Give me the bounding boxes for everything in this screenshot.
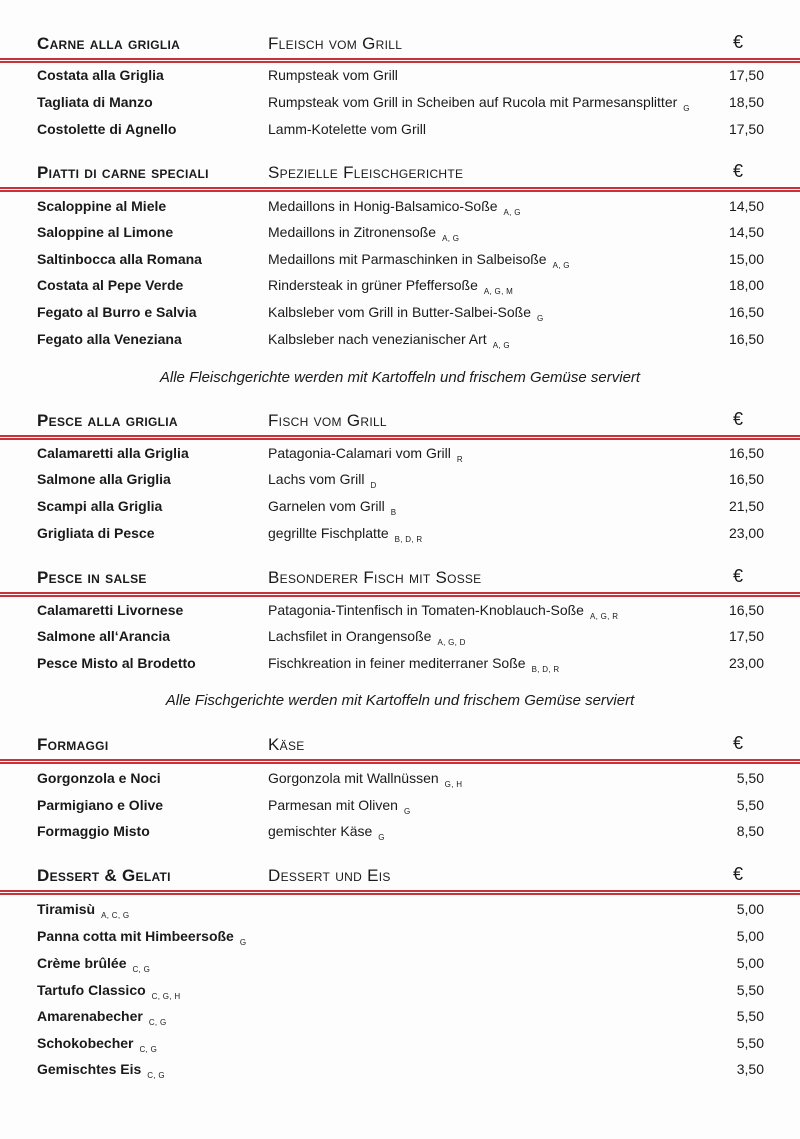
allergen-codes: C, G	[147, 1071, 165, 1080]
section-header-pesce	[0, 405, 800, 445]
item-name-it: Calamaretti Livornese	[37, 602, 184, 618]
item-price: 17,50	[728, 67, 764, 83]
menu-item	[0, 770, 800, 794]
item-name-it: Parmigiano e Olive	[37, 797, 164, 813]
item-price: 5,50	[736, 982, 764, 998]
item-name-de: Rindersteak in grüner Pfeffersoße $_{A, G, M}$	[268, 277, 514, 296]
allergen-codes: B, D, R	[394, 535, 423, 544]
allergen-codes: G	[683, 104, 690, 113]
item-price: 16,50	[728, 445, 764, 461]
item-name-de: Lachs vom Grill $_D$	[268, 471, 377, 490]
menu-item	[0, 602, 800, 626]
section-rule	[0, 759, 800, 764]
item-name-it: Crème brûlée $_{C, G}$	[37, 955, 151, 974]
allergen-codes: D	[370, 481, 377, 490]
item-name-de: Garnelen vom Grill $_B$	[268, 498, 397, 517]
section-title-it: Pesce in salse	[37, 568, 147, 587]
item-name-it: Fegato al Burro e Salvia	[37, 304, 197, 320]
allergen-codes: A, G	[552, 261, 570, 270]
item-price: 5,50	[736, 770, 764, 786]
item-name-it: Schokobecher $_{C, G}$	[37, 1035, 158, 1054]
item-name-de: Parmesan mit Oliven $_G$	[268, 797, 411, 816]
item-price: 17,50	[728, 628, 764, 644]
item-name-it: Saltinbocca alla Romana	[37, 251, 202, 267]
item-name-it: Calamaretti alla Griglia	[37, 445, 189, 461]
section-title-de: Spezielle Fleischgerichte	[268, 163, 464, 182]
menu-item	[0, 928, 800, 952]
menu-item	[0, 498, 800, 522]
item-price: 16,50	[728, 602, 764, 618]
item-price: 5,00	[736, 955, 764, 971]
menu-item	[0, 982, 800, 1006]
item-price: 5,00	[736, 901, 764, 917]
item-name-de: Lachsfilet in Orangensoße $_{A, G, D}$	[268, 628, 466, 647]
item-name-it: Tartufo Classico $_{C, G, H}$	[37, 982, 181, 1001]
allergen-codes: G	[239, 938, 247, 947]
item-price: 23,00	[728, 655, 764, 671]
section-rule	[0, 187, 800, 192]
item-price: 23,00	[728, 525, 764, 541]
item-name-de: Medaillons in Zitronensoße $_{A, G}$	[268, 224, 460, 243]
item-name-it: Gemischtes Eis $_{C, G}$	[37, 1061, 165, 1080]
item-name-it: Costata alla Griglia	[37, 67, 164, 83]
item-price: 14,50	[728, 198, 764, 214]
allergen-codes: B, D, R	[531, 665, 560, 674]
menu-item	[0, 304, 800, 328]
currency-symbol: €	[732, 566, 743, 586]
menu-item	[0, 655, 800, 679]
allergen-codes: R	[456, 455, 463, 464]
allergen-codes: A, G, R	[589, 612, 619, 621]
item-name-de: Rumpsteak vom Grill in Scheiben auf Rucola mit Parmesansplitter $_G$	[268, 94, 690, 113]
section-rule	[0, 58, 800, 63]
section-title-it: Pesce alla griglia	[37, 411, 178, 430]
currency-symbol: €	[732, 409, 743, 429]
item-name-it: Salmone all‘Arancia	[37, 628, 171, 644]
section-title-de: Besonderer Fisch mit Soße	[268, 568, 482, 587]
allergen-codes: G	[403, 807, 411, 816]
section-rule	[0, 592, 800, 597]
item-price: 16,50	[728, 471, 764, 487]
section-header-salse	[0, 562, 800, 602]
menu-item	[0, 277, 800, 301]
section-title-it: Carne alla griglia	[37, 34, 181, 53]
item-name-it: Costolette di Agnello	[37, 121, 177, 137]
section-header-speciali	[0, 157, 800, 197]
item-name-de: Patagonia-Tintenfisch in Tomaten-Knoblauch-Soße $_{A, G, R}$	[268, 602, 619, 621]
allergen-codes: C, G	[148, 1018, 167, 1027]
item-name-it: Fegato alla Veneziana	[37, 331, 182, 347]
allergen-codes: A, G	[492, 341, 510, 350]
section-rule	[0, 890, 800, 895]
item-name-it: Tagliata di Manzo	[37, 94, 153, 110]
allergen-codes: G	[378, 833, 385, 842]
item-name-it: Salmone alla Griglia	[37, 471, 171, 487]
section-title-de: Dessert und Eis	[268, 866, 391, 885]
item-price: 14,50	[728, 224, 764, 240]
item-price: 5,50	[736, 1008, 764, 1024]
item-name-it: Saloppine al Limone	[37, 224, 174, 240]
section-title-it: Dessert & Gelati	[37, 866, 171, 885]
item-price: 18,00	[728, 277, 764, 293]
section-title-de: Fisch vom Grill	[268, 411, 387, 430]
item-price: 21,50	[728, 498, 764, 514]
menu-item	[0, 331, 800, 355]
menu-item	[0, 94, 800, 118]
section-title-it: Formaggi	[37, 735, 109, 754]
menu-item	[0, 67, 800, 91]
section-header-formaggi	[0, 729, 800, 769]
item-name-de: gegrillte Fischplatte $_{B, D, R}$	[268, 525, 423, 544]
item-price: 5,50	[736, 1035, 764, 1051]
menu-item	[0, 224, 800, 248]
menu-item	[0, 1061, 800, 1085]
item-name-it: Scampi alla Griglia	[37, 498, 163, 514]
allergen-codes: C, G, H	[151, 992, 181, 1001]
item-price: 17,50	[728, 121, 764, 137]
currency-symbol: €	[732, 161, 743, 181]
item-name-de: Kalbsleber nach venezianischer Art $_{A, G}$	[268, 331, 510, 350]
menu-item	[0, 525, 800, 549]
menu-item	[0, 797, 800, 821]
item-name-it: Scaloppine al Miele	[37, 198, 167, 214]
item-name-de: Medaillons mit Parmaschinken in Salbeisoße $_{A, G}$	[268, 251, 570, 270]
item-name-it: Formaggio Misto	[37, 823, 150, 839]
allergen-codes: G	[537, 314, 544, 323]
menu-item	[0, 1008, 800, 1032]
item-price: 5,00	[736, 928, 764, 944]
item-price: 3,50	[736, 1061, 764, 1077]
currency-symbol: €	[732, 864, 743, 884]
currency-symbol: €	[732, 32, 743, 52]
item-name-it: Amarenabecher $_{C, G}$	[37, 1008, 167, 1027]
allergen-codes: A, G, D	[437, 638, 466, 647]
allergen-codes: A, C, G	[101, 911, 130, 920]
item-name-it: Grigliata di Pesce	[37, 525, 155, 541]
item-name-de: Lamm-Kotelette vom Grill	[268, 121, 426, 137]
item-name-de: Gorgonzola mit Wallnüssen $_{G, H}$	[268, 770, 463, 789]
item-name-de: Rumpsteak vom Grill	[268, 67, 398, 83]
serving-note: Alle Fischgerichte werden mit Kartoffeln und frischem Gemüse serviert	[165, 692, 635, 709]
section-title-de: Käse	[268, 735, 305, 754]
item-name-de: gemischter Käse $_G$	[268, 823, 385, 842]
item-price: 16,50	[728, 331, 764, 347]
allergen-codes: A, G	[503, 208, 521, 217]
item-name-de: Kalbsleber vom Grill in Butter-Salbei-Soße $_G$	[268, 304, 544, 323]
allergen-codes: B	[390, 508, 397, 517]
allergen-codes: C, G	[139, 1045, 158, 1054]
menu-item	[0, 955, 800, 979]
allergen-codes: G, H	[444, 780, 463, 789]
allergen-codes: A, G, M	[483, 287, 514, 296]
item-name-it: Gorgonzola e Noci	[37, 770, 161, 786]
menu-item	[0, 471, 800, 495]
section-title-de: Fleisch vom Grill	[268, 34, 403, 53]
item-price: 18,50	[728, 94, 764, 110]
allergen-codes: C, G	[132, 965, 151, 974]
allergen-codes: A, G	[442, 234, 460, 243]
currency-symbol: €	[732, 733, 743, 753]
menu-item	[0, 251, 800, 275]
item-name-it: Pesce Misto al Brodetto	[37, 655, 196, 671]
menu-item	[0, 628, 800, 652]
menu-item	[0, 445, 800, 469]
item-price: 15,00	[728, 251, 764, 267]
item-name-it: Panna cotta mit Himbeersoße $_G$	[37, 928, 247, 947]
item-price: 5,50	[736, 797, 764, 813]
item-name-de: Fischkreation in feiner mediterraner Soße $_{B, D, R}$	[268, 655, 560, 674]
item-price: 16,50	[728, 304, 764, 320]
item-name-it: Costata al Pepe Verde	[37, 277, 184, 293]
item-price: 8,50	[736, 823, 764, 839]
section-header-carne	[0, 28, 800, 68]
menu-item	[0, 1035, 800, 1059]
item-name-it: Tiramisù $_{A, C, G}$	[37, 901, 130, 920]
menu-item	[0, 823, 800, 847]
serving-note: Alle Fleischgerichte werden mit Kartoffeln und frischem Gemüse serviert	[159, 369, 641, 386]
menu-item	[0, 901, 800, 925]
item-name-de: Medaillons in Honig-Balsamico-Soße $_{A, G}$	[268, 198, 521, 217]
section-rule	[0, 435, 800, 440]
item-name-de: Patagonia-Calamari vom Grill $_R$	[268, 445, 463, 464]
menu-item	[0, 121, 800, 145]
section-header-dessert	[0, 860, 800, 900]
section-title-it: Piatti di carne speciali	[37, 163, 209, 182]
menu-item	[0, 198, 800, 222]
